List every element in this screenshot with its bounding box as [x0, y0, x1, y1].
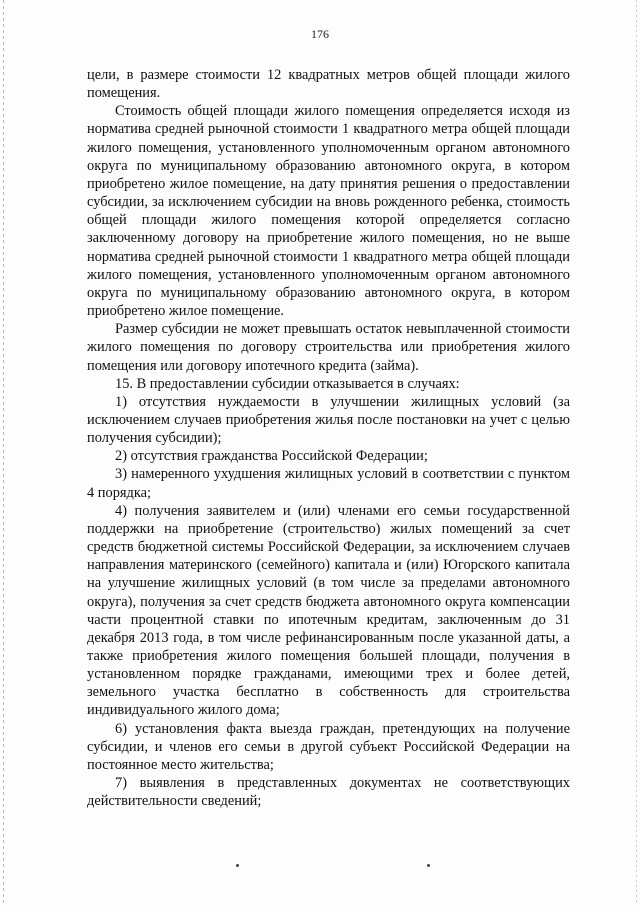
paragraph-area-cost: Стоимость общей площади жилого помещения определяется исходя из норматива средней рыночной стоимости 1 квадратного метра общей площади жилого помещения, установленного уполномоченным органом автономного округа по муниципальному образованию автономного округа, в котором приобретено жилое помещение, на дату принятия решения о предоставлении субсидии, за исключением субсидии на вновь рожденного ребенка, стоимость общей площади жилого помещения которой определяется согласно заключенному договору на приобретение жилого помещения, но не выше норматива средней рыночной стоимости 1 квадратного метра общей площади жилого помещения, установленного уполномоченным органом автономного округа по муниципальному образованию автономного округа, в котором приобретено жилое помещение. [87, 103, 570, 320]
paragraph-refusal-heading: 15. В предоставлении субсидии отказывается в случаях: [115, 375, 460, 392]
paragraph-continuation: цели, в размере стоимости 12 квадратных метров общей площади жилого помещения. [87, 67, 570, 102]
scan-edge-left [3, 0, 4, 905]
paragraph-refusal-item-3: 3) намеренного ухудшения жилищных условий в соответствии с пунктом 4 порядка; [87, 466, 570, 501]
paragraph-refusal-item-2: 2) отсутствия гражданства Российской Федерации; [115, 448, 428, 465]
scan-edge-right [636, 0, 637, 905]
paragraph-refusal-item-6: 6) установления факта выезда граждан, претендующих на получение субсидии, и членов его семьи в другой субъект Российской Федерации на постоянное место жительства; [87, 720, 570, 773]
paragraph-refusal-item-1: 1) отсутствия нуждаемости в улучшении жилищных условий (за исключением случаев приобретения жилья после постановки на учет с целью получения субсидии); [87, 393, 570, 447]
document-body [87, 66, 570, 810]
page-number: 176 [311, 27, 329, 41]
paragraph-subsidy-limit: Размер субсидии не может превышать остаток невыплаченной стоимости жилого помещения по договору строительства или приобретения жилого помещения или договору ипотечного кредита (займа). [87, 321, 570, 374]
paragraph-refusal-item-4: 4) получения заявителем и (или) членами его семьи государственной поддержки на приобретение (строительство) жилых помещений за счет средств бюджетной системы Российской Федерации, за исключением случаев направления материнского (семейного) капитала и (или) Югорского капитала на улучшение жилищных условий (в том числе за пределами автономного округа), получения за счет средств бюджета автономного округа компенсации части процентной ставки по ипотечным кредитам, заключенным до 31 декабря 2013 года, в том числе рефинансированным после указанной даты, а также приобретения жилого помещения большей площади, получения в установленном порядке гражданами, имеющими трех и более детей, земельного участка бесплатно в собственность для строительства индивидуального жилого дома; [87, 502, 570, 719]
scan-speck [427, 864, 430, 867]
scan-speck [236, 864, 239, 867]
paragraph-refusal-item-7: 7) выявления в представленных документах не соответствующих действительности сведений; [87, 775, 570, 810]
